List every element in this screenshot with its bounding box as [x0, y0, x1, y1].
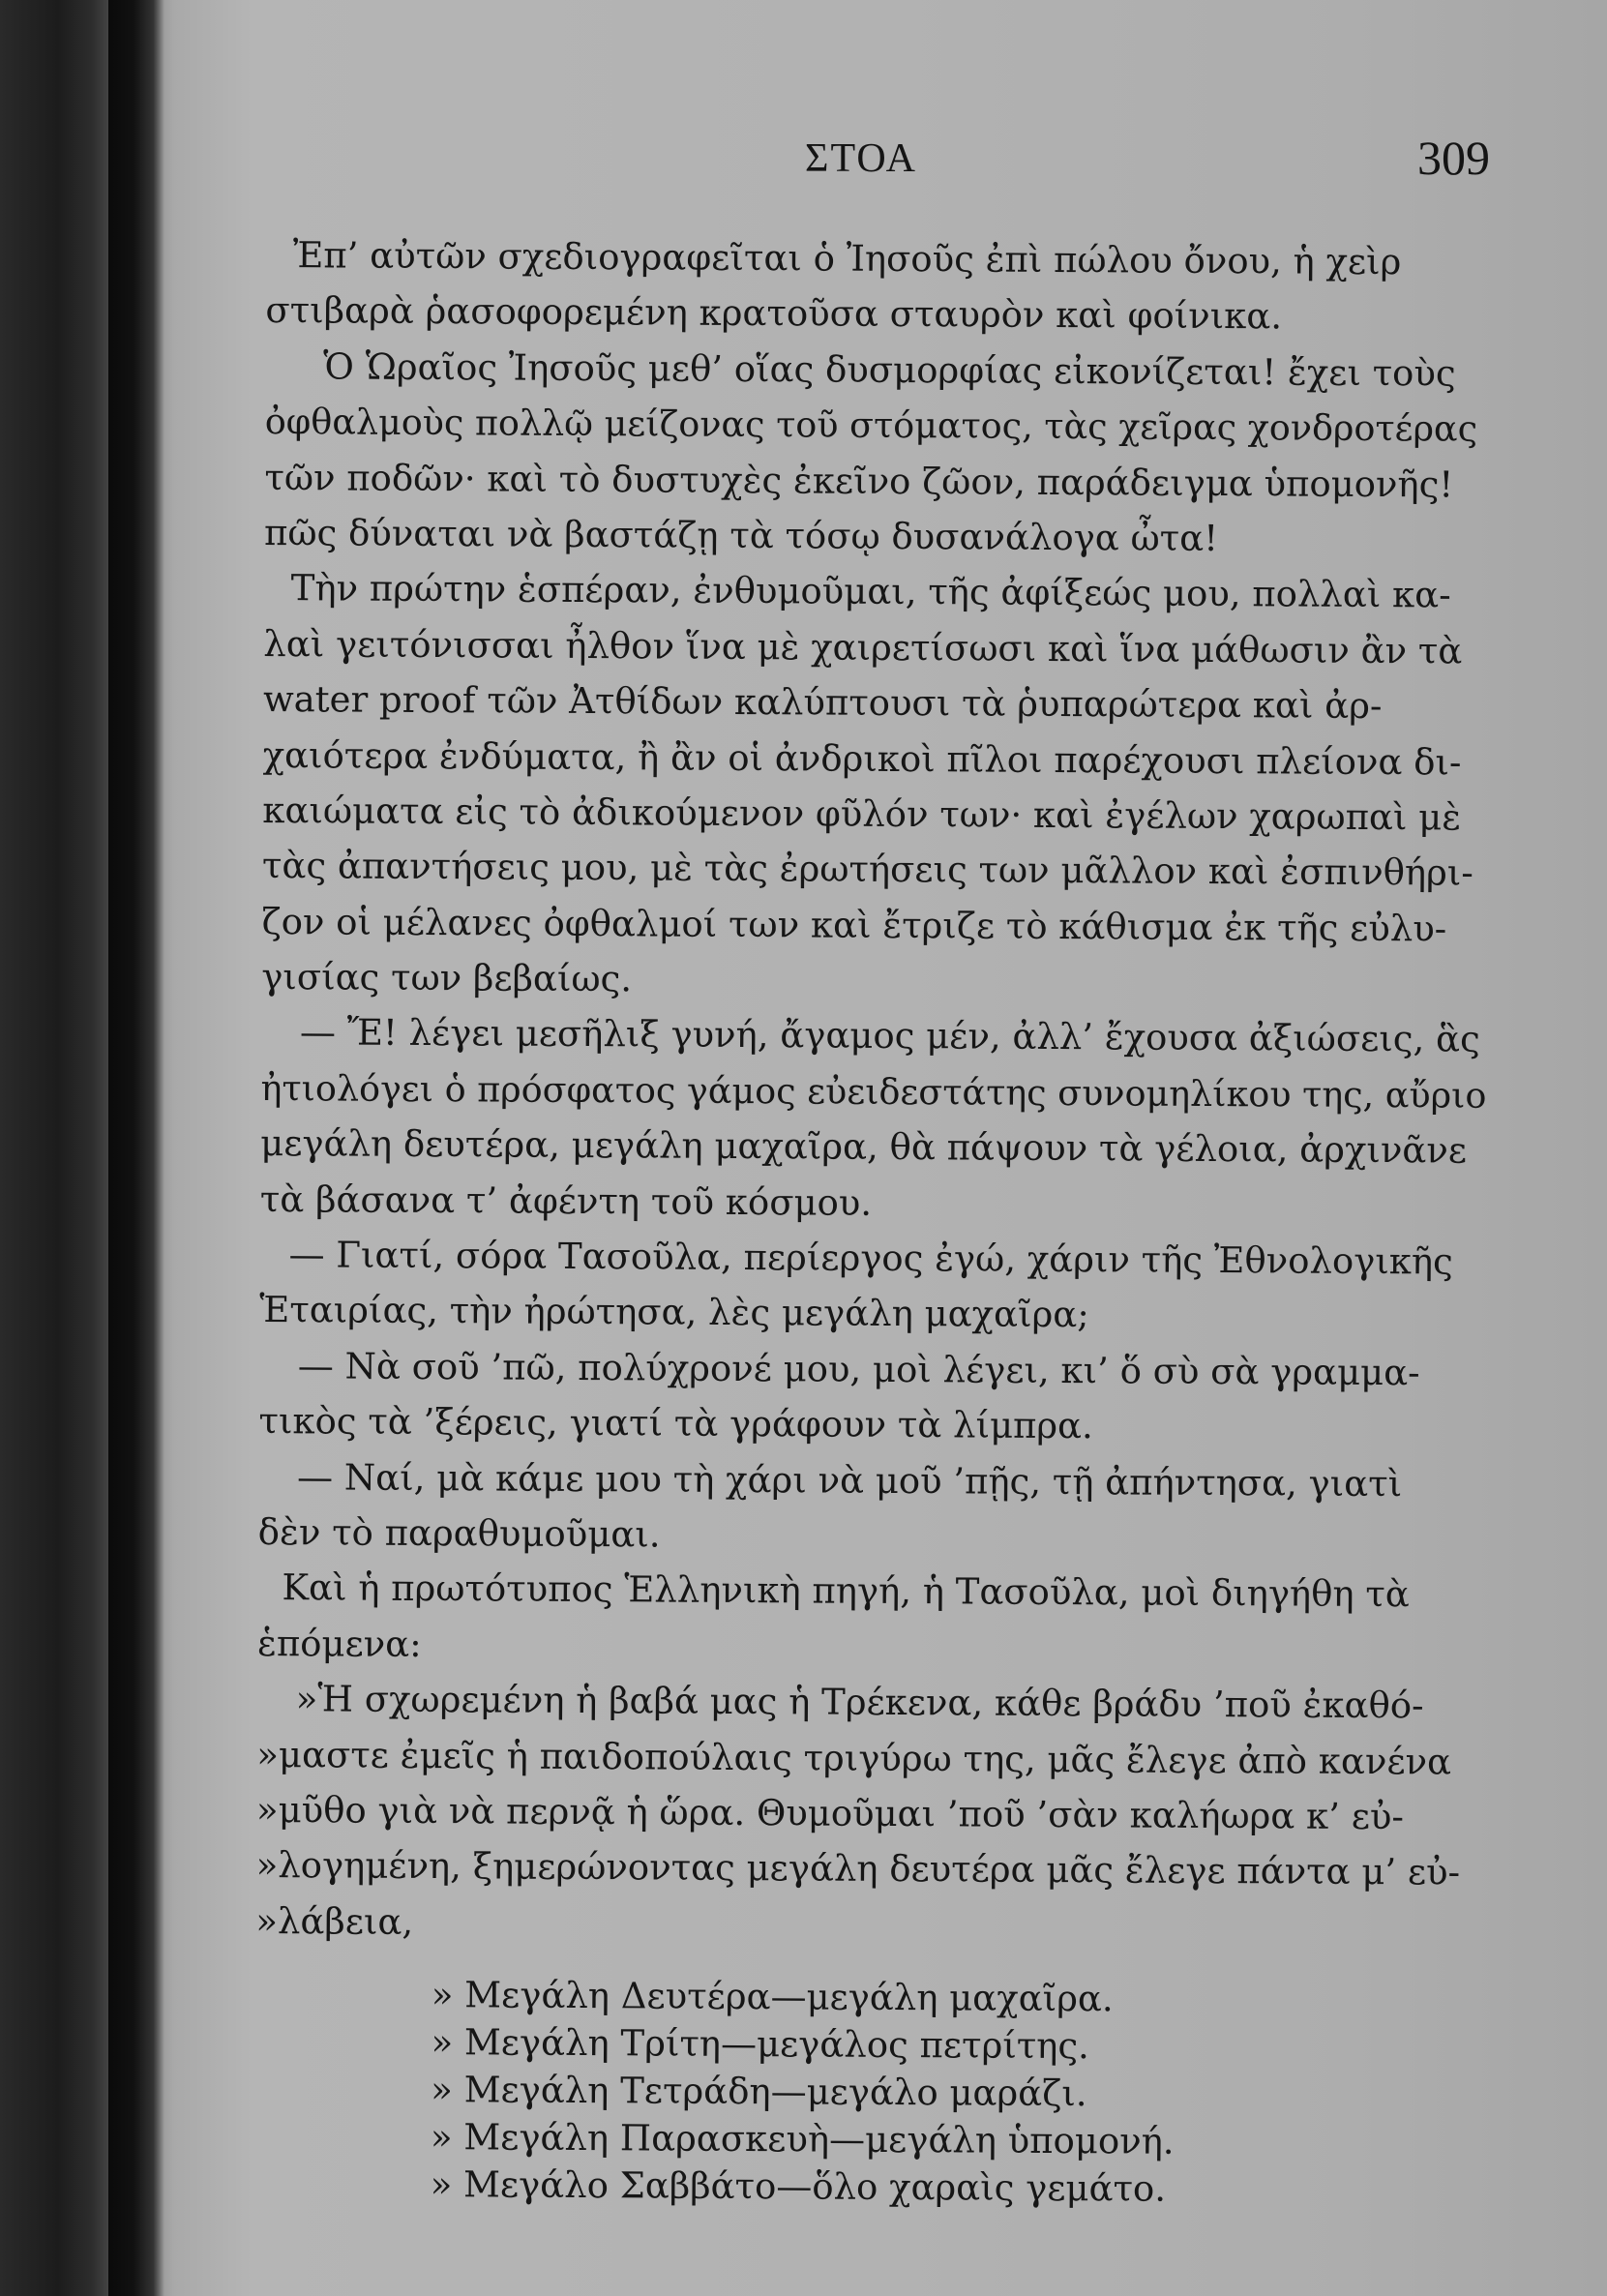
text-line: »λογημένη, ξημερώνοντας μεγάλη δευτέρα μᾶς ἔλεγε πάντα μ’ εὐ- [255, 1844, 1461, 1893]
text-line: τῶν ποδῶν· καὶ τὸ δυστυχὲς ἐκεῖνο ζῶον, παράδειγμα ὑπομονῆς! [264, 456, 1454, 506]
body-text [254, 227, 1495, 2215]
text-line: — Ἔ! λέγει μεσῆλιξ γυνή, ἄγαμος μέν, ἀλλ’ ἔχουσα ἀξιώσεις, ἃς [299, 1011, 1480, 1061]
text-line: »λάβεια, [255, 1899, 414, 1943]
verse-line: » Μεγάλη Δευτέρα—μεγάλη μαχαῖρα. [431, 1974, 1114, 2020]
running-title: ΣΤΟΑ [805, 136, 917, 181]
text-line: τὰς ἀπαντήσεις μου, μὲ τὰς ἐρωτήσεις των μᾶλλον καὶ ἐσπινθήρι- [261, 845, 1473, 894]
verse-block [254, 1970, 1484, 2215]
text-line: »Ἡ σχωρεμένη ἡ βαβά μας ἡ Τρέκενα, κάθε βράδυ ’ποῦ ἐκαθό- [295, 1678, 1424, 1727]
text-line: Ἑταιρίας, τὴν ἠρώτησα, λὲς μεγάλη μαχαῖρα; [259, 1289, 1089, 1336]
text-line: τικὸς τὰ ’ξέρεις, γιατί τὰ γράφουν τὰ λίμπρα. [258, 1400, 1094, 1447]
text-line: καιώματα εἰς τὸ ἀδικούμενον φῦλόν των· καὶ ἐγέλων χαρωπαὶ μὲ [262, 789, 1462, 839]
verse-line: » Μεγάλη Τετράδη—μεγάλο μαράζι. [431, 2069, 1087, 2115]
text-line: Τὴν πρώτην ἑσπέραν, ἐνθυμοῦμαι, τῆς ἀφίξεώς μου, πολλαὶ κα- [290, 567, 1451, 616]
text-line: τὰ βάσανα τ’ ἀφέντη τοῦ κόσμου. [259, 1178, 873, 1224]
text-line: Ἐπ’ αὐτῶν σχεδιογραφεῖται ὁ Ἰησοῦς ἐπὶ πώλου ὄνου, ἡ χεὶρ [292, 234, 1402, 283]
text-line: ἑπόμενα: [256, 1622, 422, 1665]
book-spine-shadow [108, 0, 164, 2296]
text-line: — Γιατί, σόρα Τασοῦλα, περίεργος ἐγώ, χάριν τῆς Ἐθνολογικῆς [288, 1234, 1453, 1283]
text-line: λαὶ γειτόνισσαι ἦλθον ἵνα μὲ χαιρετίσωσι καὶ ἵνα μάθωσιν ἂν τὰ [263, 622, 1463, 672]
text-line: »μῦθο γιὰ νὰ περνᾷ ἡ ὥρα. Θυμοῦμαι ’ποῦ ’σὰν καλήωρα κ’ εὐ- [255, 1788, 1405, 1838]
verse-line: » Μεγάλο Σαββάτο—ὅλο χαραὶς γεμάτο. [430, 2163, 1167, 2210]
text-line: στιβαρὰ ῥασοφορεμένη κρατοῦσα σταυρὸν καὶ φοίνικα. [265, 289, 1283, 338]
text-line: »μαστε ἐμεῖς ἡ παιδοπούλαις τριγύρω της, μᾶς ἔλεγε ἀπὸ κανένα [256, 1733, 1452, 1783]
text-line: — Ναί, μὰ κάμε μου τὴ χάρι νὰ μοῦ ’πῇς, τῇ ἀπήντησα, γιατὶ [296, 1455, 1403, 1505]
text-line: ζον οἱ μέλανες ὀφθαλμοί των καὶ ἔτριζε τὸ κάθισμα ἐκ τῆς εὐλυ- [261, 900, 1447, 950]
verse-line: » Μεγάλη Παρασκευὴ—μεγάλη ὑπομονή. [430, 2116, 1175, 2162]
verse-line: » Μεγάλη Τρίτη—μεγάλος πετρίτης. [431, 2021, 1090, 2068]
text-line: — Νὰ σοῦ ’πῶ, πολύχρονέ μου, μοὶ λέγει, κι’ ὅ σὺ σὰ γραμμα- [297, 1345, 1420, 1394]
text-line: ἠτιολόγει ὁ πρόσφατος γάμος εὐειδεστάτης συνομηλίκου της, αὔριο [260, 1066, 1487, 1117]
text-line: ὀφθαλμοὺς πολλῷ μείζονας τοῦ στόματος, τὰς χεῖρας χονδροτέρας [264, 401, 1478, 450]
text-line: πῶς δύναται νὰ βαστάζῃ τὰ τόσῳ δυσανάλογα ὦτα! [263, 511, 1219, 559]
text-line: γισίας των βεβαίως. [261, 956, 633, 1000]
running-head [271, 131, 1490, 194]
text-line: Καὶ ἡ πρωτότυπος Ἑλληνικὴ πηγή, ἡ Τασοῦλα, μοὶ διηγήθη τὰ [282, 1566, 1410, 1616]
text-line: water proof τῶν Ἀτθίδων καλύπτουσι τὰ ῥυπαρώτερα καὶ ἀρ- [262, 678, 1383, 728]
text-line: δὲν τὸ παραθυμοῦμαι. [257, 1510, 661, 1556]
page-number: 309 [1417, 131, 1490, 185]
text-line: χαιότερα ἐνδύματα, ἢ ἂν οἱ ἀνδρικοὶ πῖλοι παρέχουσι πλείονα δι- [262, 733, 1462, 784]
text-line: μεγάλη δευτέρα, μεγάλη μαχαῖρα, θὰ πάψουν τὰ γέλοια, ἀρχινᾶνε [260, 1122, 1468, 1172]
text-line: Ὁ Ὡραῖος Ἰησοῦς μεθ’ οἵας δυσμορφίας εἰκονίζεται! ἔχει τοὺς [322, 345, 1456, 395]
